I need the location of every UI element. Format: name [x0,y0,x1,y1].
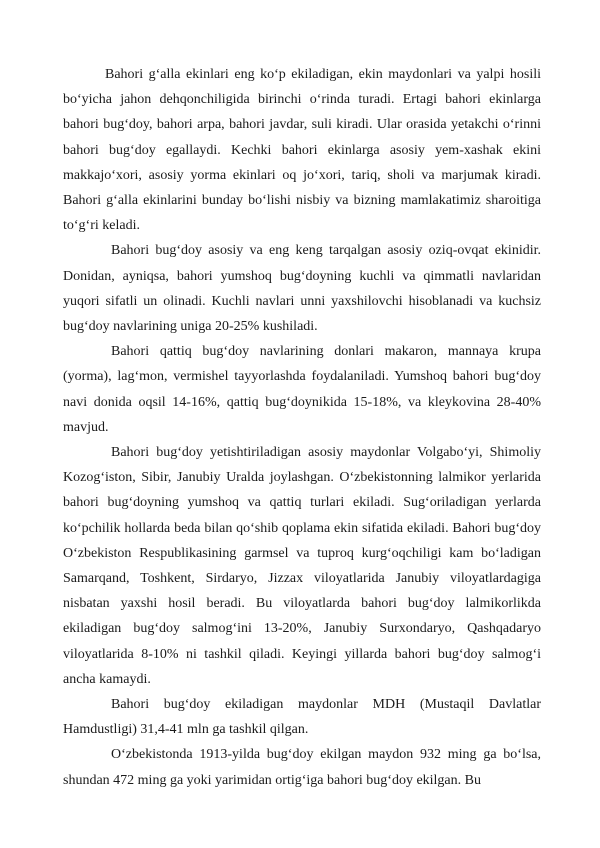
paragraph-cis-area: Bahori bug‘doy ekiladigan maydonlar MDH (Mustaqil Davlatlar Hamdustligi) 31,4-41 mln ga tashkil qilgan. [63,697,541,738]
paragraph-spring-grain-crops: Bahori g‘alla ekinlari eng ko‘p ekiladigan, ekin maydonlari va yalpi hosili bo‘yicha jahon dehqonchiligida birinchi o‘rinda turadi. Ertagi bahori ekinlarga bahori bug‘doy, bahori arpa, bahori javdar, suli kiradi. Ular orasida yetakchi o‘rinni bahori bug‘doy egallaydi. Kechki bahori ekinlarga asosiy yem-xashak ekini makkajo‘xori, asosiy yorma ekinlari oq jo‘xori, tariq, sholi va marjumak kiradi. Bahori g‘alla ekinlarini bunday bo‘lishi nisbiy va bizning mamlakatimiz sharoitiga to‘g‘ri keladi. [63,67,541,234]
paragraph-growing-regions: Bahori bug‘doy yetishtiriladigan asosiy maydonlar Volgabo‘yi, Shimoliy Kozog‘iston, Sibir, Janubiy Uralda joylashgan. O‘zbekistonning lalmikor yerlarida bahori bug‘doyning yumshoq va qattiq turlari ekiladi. Sug‘oriladigan yerlarda ko‘pchilik hollarda beda bilan qo‘shib qoplama ekin sifatida ekiladi. Bahori bug‘doy O‘zbekiston Respublikasining garmsel va tuproq kurg‘oqchiligi kam bo‘ladigan Samarqand, Toshkent, Sirdaryo, Jizzax viloyatlarida Janubiy viloyatlardagiga nisbatan yaxshi hosil beradi. Bu viloyatlarda bahori bug‘doy lalmikorlikda ekiladigan bug‘doy salmog‘ini 13-20%, Janubiy Surxondaryo, Qashqadaryo viloyatlarida 8-10% ni tashkil qiladi. Keyingi yillarda bahori bug‘doy salmog‘i ancha kamaydi. [63,445,541,687]
paragraph-uzbekistan-1913: O‘zbekistonda 1913-yilda bug‘doy ekilgan maydon 932 ming ga bo‘lsa, shundan 472 ming ga yoki yarimidan ortig‘iga bahori bug‘doy ekilgan. Bu [63,747,541,788]
paragraph-durum-wheat-uses: Bahori qattiq bug‘doy navlarining donlari makaron, mannaya krupa (yorma), lag‘mon, vermishel tayyorlashda foydalaniladi. Yumshoq bahori bug‘doy navi donida oqsil 14-16%, qattiq bug‘doynikida 15-18%, va kleykovina 28-40% mavjud. [63,344,541,435]
paragraph-spring-wheat-food-crop: Bahori bug‘doy asosiy va eng keng tarqalgan asosiy oziq-ovqat ekinidir. Donidan, ayniqsa, bahori yumshoq bug‘doyning kuchli va qimmatli navlaridan yuqori sifatli un olinadi. Kuchli navlari unni yaxshilovchi hisoblanadi va kuchsiz bug‘doy navlarining uniga 20-25% kushiladi. [63,243,541,335]
document-page [63,62,541,793]
